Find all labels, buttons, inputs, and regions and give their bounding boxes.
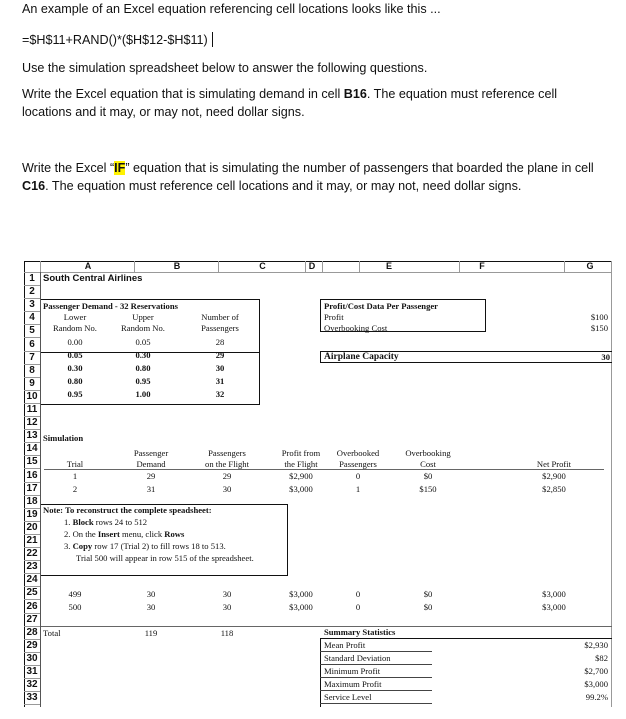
- row-number-17[interactable]: 17: [26, 482, 38, 494]
- lower-label: Lower: [63, 312, 87, 322]
- question-1-line-2: locations and it may, or may not, need dollar signs.: [22, 105, 305, 119]
- row-number-33[interactable]: 33: [26, 692, 38, 704]
- row-number-1[interactable]: 1: [29, 273, 35, 284]
- row-number-27[interactable]: 27: [26, 613, 38, 625]
- profit-value: $100: [590, 312, 608, 322]
- net-profit-cell: $2,900: [542, 471, 566, 481]
- demand-header: Passenger Demand - 32 Reservations: [43, 301, 178, 311]
- hdr-g15: Net Profit: [536, 459, 572, 469]
- example-formula: [22, 32, 213, 49]
- demand-lower: 0.05: [67, 350, 83, 361]
- summary-value: $2,930: [584, 640, 608, 650]
- row-number-10[interactable]: 10: [26, 390, 38, 402]
- row-number-18[interactable]: 18: [26, 495, 38, 507]
- demand-cell: 30: [146, 602, 156, 612]
- trial-cell: 1: [72, 471, 78, 481]
- demand-cell: 30: [146, 589, 156, 599]
- col-header-c[interactable]: C: [218, 261, 306, 272]
- upper-label: Upper: [132, 312, 154, 322]
- example-formula-text: =$H$11+RAND()*($H$12-$H$11): [22, 33, 208, 47]
- overbooking-cost-cell: $0: [423, 602, 433, 612]
- demand-passengers: 32: [215, 389, 225, 400]
- row-number-15[interactable]: 15: [26, 456, 38, 468]
- row-number-24[interactable]: 24: [26, 574, 38, 586]
- row-number-9[interactable]: 9: [29, 377, 35, 389]
- row-number-25[interactable]: 25: [26, 587, 38, 599]
- sheet-title: South Central Airlines: [43, 273, 143, 284]
- row-number-21[interactable]: 21: [26, 535, 38, 546]
- row-number-5[interactable]: 5: [29, 325, 35, 337]
- row-number-4[interactable]: 4: [29, 312, 35, 324]
- summary-label: Minimum Profit: [324, 666, 381, 677]
- row-number-32[interactable]: 32: [26, 679, 38, 691]
- hdr-b15: Demand: [136, 459, 166, 469]
- summary-value: $3,000: [584, 679, 608, 690]
- hdr-f14: Overbooking: [405, 448, 451, 458]
- summary-divider: [320, 690, 432, 691]
- q1-text: Write the Excel equation that is simulating demand in cell: [22, 87, 344, 101]
- question-2-line-2: [22, 178, 521, 195]
- demand-lower: 0.95: [67, 389, 83, 400]
- overbooked-cell: 0: [355, 589, 361, 599]
- q2-text-pre: Write the Excel “: [22, 161, 115, 175]
- profit-cell: $2,900: [289, 471, 313, 481]
- net-profit-cell: $3,000: [542, 602, 566, 612]
- simulation-label: Simulation: [43, 433, 84, 443]
- row-number-23[interactable]: 23: [26, 561, 38, 573]
- profit-cost-header: Profit/Cost Data Per Passenger: [324, 301, 438, 311]
- row-number-12[interactable]: 12: [26, 417, 38, 429]
- summary-value: $2,700: [584, 666, 608, 677]
- row-number-14[interactable]: 14: [26, 443, 38, 455]
- lower-random-label: Random No.: [53, 323, 97, 333]
- demand-upper: 1.00: [135, 389, 151, 400]
- question-1-line-1: [22, 86, 557, 103]
- summary-label: Standard Deviation: [324, 653, 391, 664]
- overbooked-cell: 1: [355, 484, 361, 494]
- capacity-value: 30: [601, 352, 610, 362]
- note-3c: row 17 (Trial 2) to fill rows 18 to 513.: [92, 541, 226, 551]
- summary-divider: [320, 651, 432, 652]
- profit-label: Profit: [324, 312, 344, 322]
- summary-label: Mean Profit: [324, 640, 366, 650]
- note-3b: Copy: [72, 541, 93, 551]
- demand-upper: 0.30: [135, 350, 151, 361]
- trial-cell: 2: [72, 484, 78, 494]
- hdr-e14: Overbooked: [336, 448, 380, 458]
- hdr-f15: Cost: [420, 459, 436, 469]
- row-number-31[interactable]: 31: [26, 666, 38, 677]
- row-number-13[interactable]: 13: [26, 430, 38, 442]
- q1-text-end: . The equation must reference cell: [366, 87, 558, 101]
- boarded-cell: 29: [222, 471, 232, 481]
- note-step-3: [64, 541, 226, 552]
- note-title: Note: To reconstruct the complete speadsheet:: [43, 505, 212, 515]
- note-2a: 2. On the: [64, 529, 98, 539]
- profit-cell: $3,000: [289, 484, 313, 494]
- number-of-label: Number of: [201, 312, 239, 322]
- summary-label: Maximum Profit: [324, 679, 382, 690]
- col-header-b[interactable]: B: [134, 261, 219, 272]
- net-profit-cell: $2,850: [542, 484, 566, 494]
- row-number-28[interactable]: 28: [26, 626, 38, 638]
- note-2c: menu, click: [119, 529, 165, 539]
- row-number-29[interactable]: 29: [26, 639, 38, 651]
- col-header-e[interactable]: E: [385, 261, 392, 271]
- row-number-30[interactable]: 30: [26, 652, 38, 664]
- profit-cell: $3,000: [289, 602, 313, 612]
- summary-divider: [320, 703, 432, 704]
- overbooking-cost-value: $150: [590, 323, 608, 333]
- q2-text-line2: . The equation must reference cell locations and it may, or may not, need dollar signs.: [45, 179, 522, 193]
- overbooking-cost-cell: $150: [419, 484, 437, 494]
- row-number-19[interactable]: 19: [26, 508, 38, 520]
- row-number-2[interactable]: 2: [29, 286, 35, 298]
- demand-lower: 0.30: [67, 363, 83, 374]
- question-2-line-1: [22, 160, 594, 177]
- boarded-cell: 30: [222, 484, 232, 494]
- net-profit-cell: $3,000: [542, 589, 566, 599]
- note-2b: Insert: [97, 529, 120, 539]
- row-number-26[interactable]: 26: [26, 600, 38, 612]
- demand-cell: 31: [146, 484, 156, 494]
- sim-header-underline: [44, 469, 604, 470]
- overbooked-cell: 0: [355, 471, 361, 481]
- hdr-d15: the Flight: [284, 459, 318, 469]
- total-label: Total: [43, 628, 61, 638]
- passengers-label: Passengers: [201, 323, 239, 333]
- col-header-g[interactable]: G: [586, 261, 594, 271]
- demand-upper: 0.05: [135, 337, 151, 347]
- summary-value: 99.2%: [585, 692, 608, 703]
- overbooking-cost-label: Overbooking Cost: [324, 323, 388, 333]
- intro-text: An example of an Excel equation referencing cell locations looks like this ...: [22, 2, 441, 16]
- summary-label: Service Level: [324, 692, 372, 703]
- summary-divider: [320, 677, 432, 678]
- note-1b: Block: [72, 517, 94, 527]
- overbooking-cost-cell: $0: [423, 471, 433, 481]
- hdr-a15: Trial: [66, 459, 84, 469]
- demand-upper: 0.80: [135, 363, 151, 374]
- q1-cell-ref: B16: [343, 87, 367, 101]
- trial-cell: 499: [68, 589, 82, 599]
- demand-upper: 0.95: [135, 376, 151, 387]
- row-number-3[interactable]: 3: [29, 299, 35, 311]
- demand-cell: 29: [146, 471, 156, 481]
- total-passengers: 118: [220, 628, 234, 638]
- profit-box-left: [320, 299, 321, 332]
- summary-value: $82: [595, 653, 608, 664]
- col-header-a[interactable]: A: [40, 261, 135, 272]
- row-number-16[interactable]: 16: [26, 469, 38, 481]
- trial-cell: 500: [68, 602, 82, 612]
- demand-lower: 0.00: [67, 337, 83, 347]
- row-number-20[interactable]: 20: [26, 521, 38, 533]
- note-step-4: Trial 500 will appear in row 515 of the spreadsheet.: [76, 553, 254, 563]
- hdr-b14: Passenger: [133, 448, 169, 458]
- demand-box-bottom: [41, 404, 260, 405]
- row-divider: [24, 704, 40, 705]
- note-box-bottom: [41, 575, 288, 576]
- hdr-e15: Passengers: [339, 459, 377, 469]
- col-header-d[interactable]: D: [308, 261, 316, 271]
- row-number-7[interactable]: 7: [29, 351, 35, 363]
- total-demand: 119: [144, 628, 158, 638]
- row-number-22[interactable]: 22: [26, 548, 38, 560]
- summary-box-left: [320, 638, 321, 707]
- row-number-11[interactable]: 11: [26, 404, 38, 415]
- profit-cell: $3,000: [289, 589, 313, 599]
- q2-if-highlight: IF: [114, 161, 126, 175]
- summary-divider: [320, 664, 432, 665]
- boarded-cell: 30: [222, 602, 232, 612]
- demand-passengers: 31: [215, 376, 225, 387]
- text-cursor: [212, 32, 213, 47]
- demand-lower: 0.80: [67, 376, 83, 387]
- boarded-cell: 30: [222, 589, 232, 599]
- note-box-right: [287, 504, 288, 576]
- profit-box-right: [485, 299, 486, 332]
- row-number-6[interactable]: 6: [29, 338, 35, 350]
- note-2d: Rows: [164, 529, 185, 539]
- q2-cell-ref: C16: [22, 179, 46, 193]
- col-header-f[interactable]: F: [479, 261, 485, 271]
- hdr-d14: Profit from: [281, 448, 321, 458]
- upper-random-label: Random No.: [121, 323, 165, 333]
- overbooking-cost-cell: $0: [423, 589, 433, 599]
- overbooked-cell: 0: [355, 602, 361, 612]
- summary-box-top: [320, 638, 612, 639]
- hdr-c14: Passengers: [208, 448, 246, 458]
- note-step-2: [64, 529, 184, 540]
- profit-box-top: [320, 299, 486, 300]
- note-1c: rows 24 to 512: [93, 517, 148, 527]
- hdr-c15: on the Flight: [205, 459, 249, 469]
- demand-passengers: 30: [215, 363, 225, 374]
- demand-passengers: 28: [215, 337, 225, 347]
- row-number-8[interactable]: 8: [29, 364, 35, 376]
- q2-text-post: ” equation that is simulating the number of passengers that boarded the plane in cell: [125, 161, 594, 175]
- note-1a: 1.: [64, 517, 73, 527]
- note-step-1: [64, 517, 147, 528]
- summary-header: Summary Statistics: [324, 627, 396, 637]
- note-3a: 3.: [64, 541, 73, 551]
- instruction-text: Use the simulation spreadsheet below to answer the following questions.: [22, 61, 428, 75]
- spreadsheet: [24, 261, 612, 707]
- demand-passengers: 29: [215, 350, 225, 361]
- demand-box-top: [41, 299, 260, 300]
- capacity-label: Airplane Capacity: [324, 352, 399, 362]
